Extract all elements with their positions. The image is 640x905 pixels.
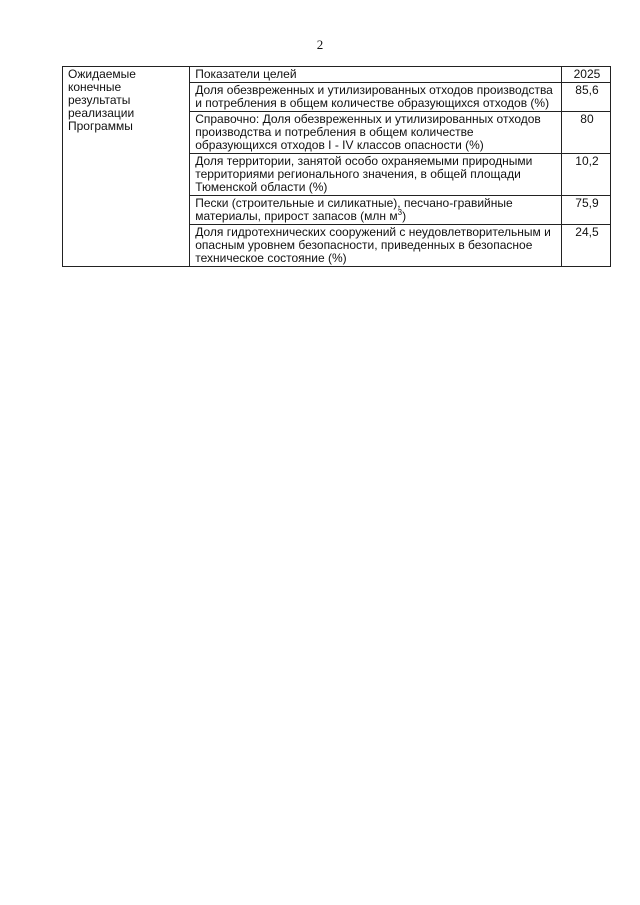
- column-header-year: 2025: [561, 67, 610, 83]
- value-cell: 10,2: [561, 154, 610, 196]
- value-cell: 75,9: [561, 196, 610, 225]
- value-cell: 80: [561, 112, 610, 154]
- indicator-cell: Справочно: Доля обезвреженных и утилизированных отходов производства и потребления в общем количестве образующихся отходов I - IV классов опасности (%): [190, 112, 562, 154]
- results-table: [62, 66, 611, 267]
- indicator-text: Пески (строительные и силикатные), песчано-гравийные материалы, прирост запасов (млн м: [195, 196, 513, 223]
- indicator-text-tail: ): [402, 209, 407, 223]
- superscript-unit: 3: [397, 208, 403, 217]
- expected-results-label: Ожидаемые конечные результаты реализации Программы: [63, 67, 190, 267]
- indicator-cell: Доля обезвреженных и утилизированных отходов производства и потребления в общем количестве образующихся отходов (%): [190, 83, 562, 112]
- page-number: 2: [316, 37, 324, 52]
- indicator-cell: [190, 196, 562, 225]
- indicator-cell: Доля гидротехнических сооружений с неудовлетворительным и опасным уровнем безопасности, приведенных в безопасное техническое состояние (%): [190, 225, 562, 267]
- table-header-row: [63, 67, 611, 83]
- value-cell: 24,5: [561, 225, 610, 267]
- indicator-cell: Доля территории, занятой особо охраняемыми природными территориями регионального значения, в общей площади Тюменской области (%): [190, 154, 562, 196]
- column-header-indicators: Показатели целей: [190, 67, 562, 83]
- value-cell: 85,6: [561, 83, 610, 112]
